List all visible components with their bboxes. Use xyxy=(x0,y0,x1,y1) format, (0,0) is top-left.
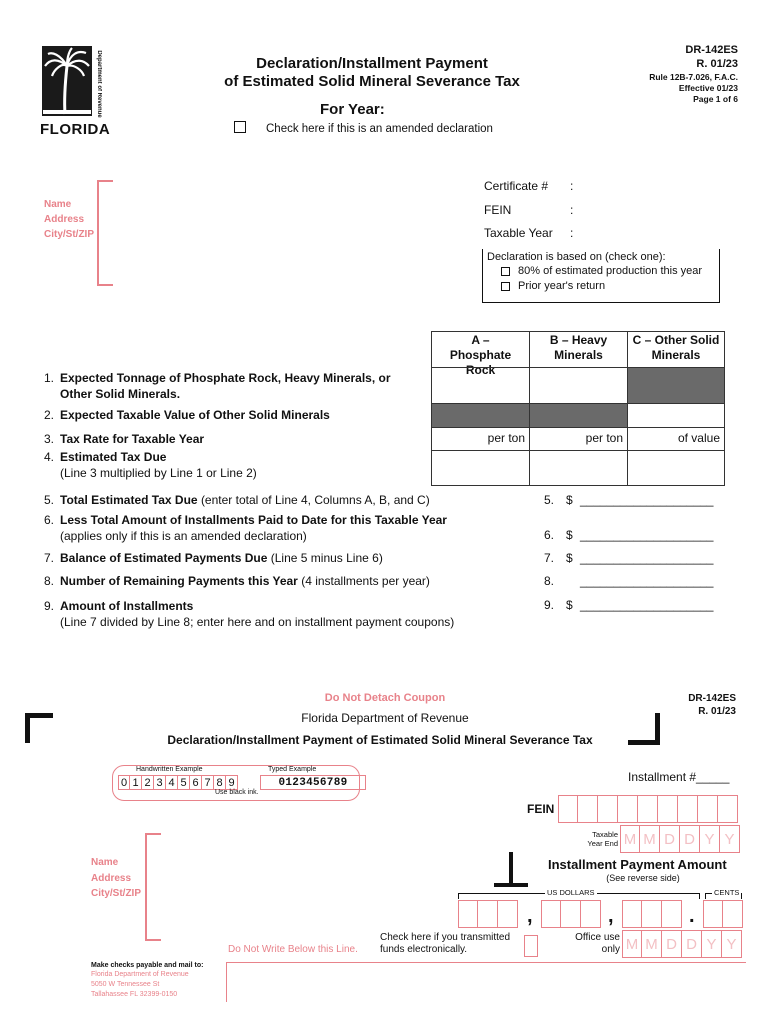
amount-line8-blank: ____________________ xyxy=(580,574,714,588)
fein-cell-2[interactable] xyxy=(578,795,598,823)
amount-units-cell-3[interactable] xyxy=(662,900,682,928)
amount-thousands-cell-3[interactable] xyxy=(581,900,601,928)
electronic-label: Check here if you transmitted funds electronically. xyxy=(380,932,511,955)
line2 xyxy=(44,408,330,422)
fein-cell-6[interactable] xyxy=(658,795,678,823)
line3-col-a[interactable] xyxy=(431,427,530,451)
line4-note: (Line 3 multiplied by Line 1 or Line 2) xyxy=(60,466,257,480)
typed-digits: 0123456789 xyxy=(278,776,348,789)
for-year-label: For Year: xyxy=(320,101,385,118)
amount-line9-blank: ____________________ xyxy=(580,598,714,612)
line5 xyxy=(44,493,430,507)
basis-title: Declaration is based on (check one): xyxy=(487,251,666,263)
amount-line8-num: 8. xyxy=(544,574,555,588)
fein-label: FEIN xyxy=(484,203,512,217)
form-effective: Effective 01/23 xyxy=(678,83,738,93)
handwritten-digit-2: 2 xyxy=(142,775,154,790)
installment-label[interactable]: Installment #_____ xyxy=(628,770,730,784)
of-value-c: of value xyxy=(677,431,720,445)
amended-label: Check here if this is an amended declaration xyxy=(266,123,493,135)
cents-label: CENTS xyxy=(714,888,740,897)
per-ton-b: per ton xyxy=(585,431,623,445)
mail-line2: 5050 W Tennessee St xyxy=(91,981,160,988)
line2-col-c[interactable] xyxy=(627,403,725,428)
us-dollars-label: US DOLLARS xyxy=(547,888,595,897)
mail-title: Make checks payable and mail to: xyxy=(91,962,204,969)
line8-note: (4 installments per year) xyxy=(301,574,430,588)
line2-col-b-shaded xyxy=(529,403,628,428)
office-use-cell-2: M xyxy=(642,930,662,958)
fein-cell-1[interactable] xyxy=(558,795,578,823)
taxable-year-label: Taxable Year xyxy=(484,226,553,240)
line1-col-b[interactable] xyxy=(529,367,628,404)
line6 xyxy=(44,512,447,544)
line9 xyxy=(44,598,454,630)
handwritten-digit-4: 4 xyxy=(166,775,178,790)
fein-cell-3[interactable] xyxy=(598,795,618,823)
line5-num: 5. xyxy=(44,493,55,507)
certificate-colon: : xyxy=(570,179,574,193)
amount-title: Installment Payment Amount xyxy=(548,857,727,872)
office-use-cell-5: Y xyxy=(702,930,722,958)
line4-col-c[interactable] xyxy=(627,450,725,486)
line8-text: Number of Remaining Payments this Year xyxy=(60,574,298,588)
line7-text: Balance of Estimated Payments Due xyxy=(60,551,268,565)
office-use-cell-3: D xyxy=(662,930,682,958)
line7 xyxy=(44,551,383,565)
do-not-detach: Do Not Detach Coupon xyxy=(324,692,446,704)
address-bracket xyxy=(97,180,113,286)
amount-line5-dollar: $ xyxy=(566,493,573,507)
amount-digits-units[interactable] xyxy=(622,900,682,928)
fein-cell-5[interactable] xyxy=(638,795,658,823)
line4-num: 4. xyxy=(44,450,55,464)
amount-digits-millions[interactable] xyxy=(458,900,518,928)
coupon-form-id: DR-142ES xyxy=(688,693,736,704)
line3 xyxy=(44,432,204,446)
amount-units-cell-2[interactable] xyxy=(642,900,662,928)
line5-note: (enter total of Line 4, Columns A, B, and C) xyxy=(200,493,430,507)
line3-num: 3. xyxy=(44,432,55,446)
coupon-agency: Florida Department of Revenue xyxy=(301,711,469,725)
handwritten-digit-5: 5 xyxy=(178,775,190,790)
amount-line5-num: 5. xyxy=(544,493,555,507)
taxable-year-end-cell-5[interactable]: Y xyxy=(700,825,720,853)
line2-col-a-shaded xyxy=(431,403,530,428)
line1-num: 1. xyxy=(44,371,55,385)
handwritten-digit-1: 1 xyxy=(130,775,142,790)
amount-line6-num: 6. xyxy=(544,528,555,542)
typed-example-label: Typed Example xyxy=(268,766,317,773)
see-reverse: (See reverse side) xyxy=(606,873,680,883)
office-use-cell-6: Y xyxy=(722,930,742,958)
handwritten-digits xyxy=(118,775,238,790)
line2-text: Expected Taxable Value of Other Solid Minerals xyxy=(60,408,330,422)
amount-line6[interactable] xyxy=(544,528,713,542)
amount-line9-dollar: $ xyxy=(566,598,573,612)
electronic-checkbox[interactable] xyxy=(524,935,538,957)
taxable-year-end-cell-1[interactable]: M xyxy=(620,825,640,853)
line9-note: (Line 7 divided by Line 8; enter here and on installment payment coupons) xyxy=(60,615,455,629)
handwritten-digit-6: 6 xyxy=(190,775,202,790)
line3-col-c[interactable] xyxy=(627,427,725,451)
address-label: Address xyxy=(44,214,85,225)
amount-line5-blank: ____________________ xyxy=(580,493,714,507)
line1 xyxy=(44,370,424,402)
amended-checkbox[interactable] xyxy=(234,121,246,133)
taxable-year-end-cell-6[interactable]: Y xyxy=(720,825,740,853)
amount-units-cell-1[interactable] xyxy=(622,900,642,928)
handwritten-example-label: Handwritten Example xyxy=(136,766,203,773)
fein-grid[interactable] xyxy=(558,795,738,823)
handwritten-digit-3: 3 xyxy=(154,775,166,790)
form-page: Page 1 of 6 xyxy=(693,94,738,104)
line9-text: Amount of Installments xyxy=(60,599,194,613)
line9-num: 9. xyxy=(44,599,55,613)
line4-col-b[interactable] xyxy=(529,450,628,486)
handwritten-digit-9: 9 xyxy=(226,775,238,790)
amount-comma-1: , xyxy=(527,905,533,927)
taxable-year-colon: : xyxy=(570,226,574,240)
amount-line6-blank: ____________________ xyxy=(580,528,714,542)
palm-tree-logo-icon xyxy=(40,44,102,118)
line6-num: 6. xyxy=(44,513,55,527)
name-label: Name xyxy=(44,199,72,210)
basis-box xyxy=(482,249,720,303)
logo-state-text: FLORIDA xyxy=(40,121,111,138)
t-mark-stem xyxy=(509,852,513,885)
city-label: City/St/ZIP xyxy=(44,229,95,240)
line1-text: Expected Tonnage of Phosphate Rock, Heavy Minerals, or Other Solid Minerals. xyxy=(60,371,391,401)
line4-text: Estimated Tax Due xyxy=(60,450,167,464)
col-a-header: A – Phosphate Rock xyxy=(431,331,530,368)
amount-line7-num: 7. xyxy=(544,551,555,565)
taxable-year-end-label: Taxable Year End xyxy=(587,830,618,848)
coupon-title: Declaration/Installment Payment of Estimated Solid Mineral Severance Tax xyxy=(167,733,593,747)
coupon-city-label: City/St/ZIP xyxy=(91,888,142,899)
amount-decimal-point: . xyxy=(689,905,695,927)
line1-col-a[interactable] xyxy=(431,367,530,404)
amount-line7[interactable] xyxy=(544,551,713,565)
col-b-header: B – Heavy Minerals xyxy=(529,331,628,368)
fein-cell-9[interactable] xyxy=(718,795,738,823)
col-c-header: C – Other Solid Minerals xyxy=(627,331,725,368)
basis-opt2-checkbox[interactable] xyxy=(501,282,510,291)
handwritten-digit-7: 7 xyxy=(202,775,214,790)
mail-line1: Florida Department of Revenue xyxy=(91,971,189,978)
taxable-year-end-grid[interactable] xyxy=(620,825,740,853)
amount-thousands-cell-1[interactable] xyxy=(541,900,561,928)
office-use-grid xyxy=(622,930,742,958)
amount-line9-num: 9. xyxy=(544,598,555,612)
line6-note: (applies only if this is an amended declaration) xyxy=(60,529,307,543)
amount-thousands-cell-2[interactable] xyxy=(561,900,581,928)
form-id: DR-142ES xyxy=(685,44,738,56)
line2-num: 2. xyxy=(44,408,55,422)
taxable-year-end-cell-4[interactable]: D xyxy=(680,825,700,853)
amount-cents-cell-2[interactable] xyxy=(723,900,743,928)
amount-line7-blank: ____________________ xyxy=(580,551,714,565)
corner-mark-left xyxy=(25,713,53,743)
amount-millions-cell-2[interactable] xyxy=(478,900,498,928)
line4 xyxy=(44,449,257,481)
coupon-address-label: Address xyxy=(91,873,132,884)
fein-cell-8[interactable] xyxy=(698,795,718,823)
line7-note: (Line 5 minus Line 6) xyxy=(270,551,383,565)
certificate-label: Certificate # xyxy=(484,179,549,193)
line3-col-b[interactable] xyxy=(529,427,628,451)
typed-digits-box xyxy=(260,775,366,790)
taxable-year-end-cell-2[interactable]: M xyxy=(640,825,660,853)
line8 xyxy=(44,574,430,588)
form-rule: Rule 12B-7.026, F.A.C. xyxy=(649,72,738,82)
coupon-revision: R. 01/23 xyxy=(698,706,736,717)
basis-opt1-checkbox[interactable] xyxy=(501,267,510,276)
coupon-fein-label: FEIN xyxy=(527,802,555,816)
amount-line9[interactable] xyxy=(544,598,713,612)
mail-line3: Tallahassee FL 32399-0150 xyxy=(91,991,178,998)
taxable-year-end-cell-3[interactable]: D xyxy=(660,825,680,853)
handwritten-digit-0: 0 xyxy=(118,775,130,790)
amount-digits-thousands[interactable] xyxy=(541,900,601,928)
amount-line5[interactable] xyxy=(544,493,713,507)
line8-num: 8. xyxy=(44,574,55,588)
office-use-cell-1: M xyxy=(622,930,642,958)
amount-digits-cents[interactable] xyxy=(703,900,743,928)
do-not-write-note: Do Not Write Below this Line. xyxy=(228,944,358,955)
basis-opt2-label: Prior year's return xyxy=(518,280,606,292)
line3-text: Tax Rate for Taxable Year xyxy=(60,432,205,446)
form-title-line2: of Estimated Solid Mineral Severance Tax xyxy=(224,73,520,90)
fein-colon: : xyxy=(570,203,574,217)
form-title-line1: Declaration/Installment Payment xyxy=(256,55,488,72)
per-ton-a: per ton xyxy=(487,431,525,445)
amount-millions-cell-1[interactable] xyxy=(458,900,478,928)
amount-line7-dollar: $ xyxy=(566,551,573,565)
amount-millions-cell-3[interactable] xyxy=(498,900,518,928)
coupon-address-bracket xyxy=(145,833,161,941)
basis-opt1-label: 80% of estimated production this year xyxy=(518,265,703,277)
amount-comma-2: , xyxy=(608,905,614,927)
office-use-cell-4: D xyxy=(682,930,702,958)
fein-cell-7[interactable] xyxy=(678,795,698,823)
coupon-name-label: Name xyxy=(91,857,119,868)
amount-line8[interactable] xyxy=(544,574,713,588)
line6-text: Less Total Amount of Installments Paid to Date for this Taxable Year xyxy=(60,513,447,527)
fein-cell-4[interactable] xyxy=(618,795,638,823)
logo-dept-text: Department of Revenue xyxy=(96,50,102,118)
line4-col-a[interactable] xyxy=(431,450,530,486)
handwritten-digit-8: 8 xyxy=(214,775,226,790)
line1-col-c-shaded xyxy=(627,367,725,404)
do-not-write-rule xyxy=(226,962,746,1002)
line7-num: 7. xyxy=(44,551,55,565)
florida-dor-logo xyxy=(40,44,111,138)
form-revision: R. 01/23 xyxy=(696,58,738,70)
amount-cents-cell-1[interactable] xyxy=(703,900,723,928)
black-ink-note: Use black ink. xyxy=(215,789,259,796)
amount-line6-dollar: $ xyxy=(566,528,573,542)
office-use-label: Office use only xyxy=(575,932,620,955)
line5-text: Total Estimated Tax Due xyxy=(60,493,198,507)
